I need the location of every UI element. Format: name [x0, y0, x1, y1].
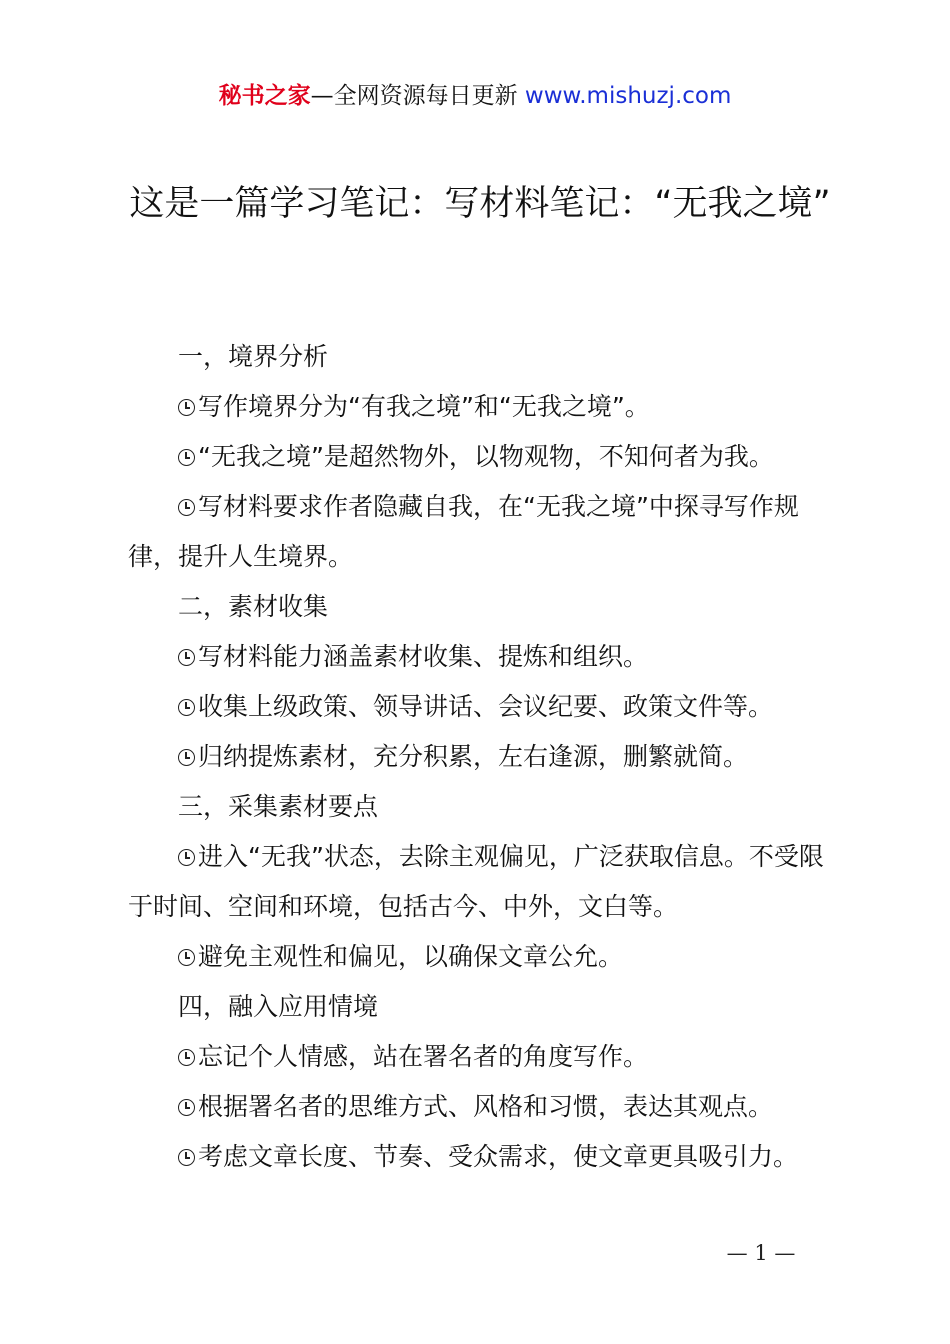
clock-icon	[178, 699, 195, 716]
clock-icon	[178, 1149, 195, 1166]
bullet-paragraph	[128, 1032, 832, 1082]
clock-icon	[178, 399, 195, 416]
paragraph-text: 根据署名者的思维方式、风格和习惯，表达其观点。	[198, 1092, 774, 1121]
paragraph-text: 避免主观性和偏见，以确保文章公允。	[198, 942, 624, 971]
bullet-paragraph	[128, 632, 832, 682]
bullet-paragraph	[128, 732, 832, 782]
paragraph-text: 写作境界分为“有我之境”和“无我之境”。	[198, 392, 650, 421]
clock-icon	[178, 449, 195, 466]
paragraph-text: “无我之境”是超然物外，以物观物，不知何者为我。	[198, 442, 774, 471]
bullet-paragraph	[128, 1132, 832, 1182]
paragraph-text: 进入“无我”状态，去除主观偏见，广泛获取信息。不受限于时间、空间和环境，包括古今、中外，文白等。	[128, 842, 824, 921]
paragraph-text: 三，采集素材要点	[178, 792, 379, 821]
paragraph-text: 一，境界分析	[178, 342, 329, 371]
bullet-paragraph	[128, 682, 832, 732]
section-heading	[128, 782, 832, 832]
paragraph-text: 二，素材收集	[178, 592, 329, 621]
section-heading	[128, 332, 832, 382]
clock-icon	[178, 949, 195, 966]
bullet-paragraph	[128, 482, 832, 582]
paragraph-text: 收集上级政策、领导讲话、会议纪要、政策文件等。	[198, 692, 774, 721]
clock-icon	[178, 849, 195, 866]
section-heading	[128, 582, 832, 632]
bullet-paragraph	[128, 932, 832, 982]
clock-icon	[178, 749, 195, 766]
header-tagline: —全网资源每日更新	[310, 83, 518, 109]
bullet-paragraph	[128, 1082, 832, 1132]
paragraph-text: 考虑文章长度、节奏、受众需求，使文章更具吸引力。	[198, 1142, 799, 1171]
document-body	[128, 332, 832, 1182]
clock-icon	[178, 499, 195, 516]
section-heading	[128, 982, 832, 1032]
clock-icon	[178, 649, 195, 666]
clock-icon	[178, 1099, 195, 1116]
clock-icon	[178, 1049, 195, 1066]
paragraph-text: 四，融入应用情境	[178, 992, 379, 1021]
brand-name: 秘书之家	[218, 83, 311, 109]
document-title: 这是一篇学习笔记：写材料笔记：“无我之境”	[129, 184, 831, 224]
site-url-link[interactable]: www.mishuzj.com	[524, 83, 732, 109]
paragraph-text: 写材料能力涵盖素材收集、提炼和组织。	[198, 642, 649, 671]
paragraph-text: 写材料要求作者隐藏自我，在“无我之境”中探寻写作规律，提升人生境界。	[128, 492, 799, 571]
bullet-paragraph	[128, 832, 832, 932]
bullet-paragraph	[128, 382, 832, 432]
site-header	[0, 80, 950, 112]
paragraph-text: 归纳提炼素材，充分积累，左右逢源，删繁就简。	[198, 742, 749, 771]
page-number: — 1 —	[726, 1241, 796, 1265]
bullet-paragraph	[128, 432, 832, 482]
paragraph-text: 忘记个人情感，站在署名者的角度写作。	[198, 1042, 649, 1071]
